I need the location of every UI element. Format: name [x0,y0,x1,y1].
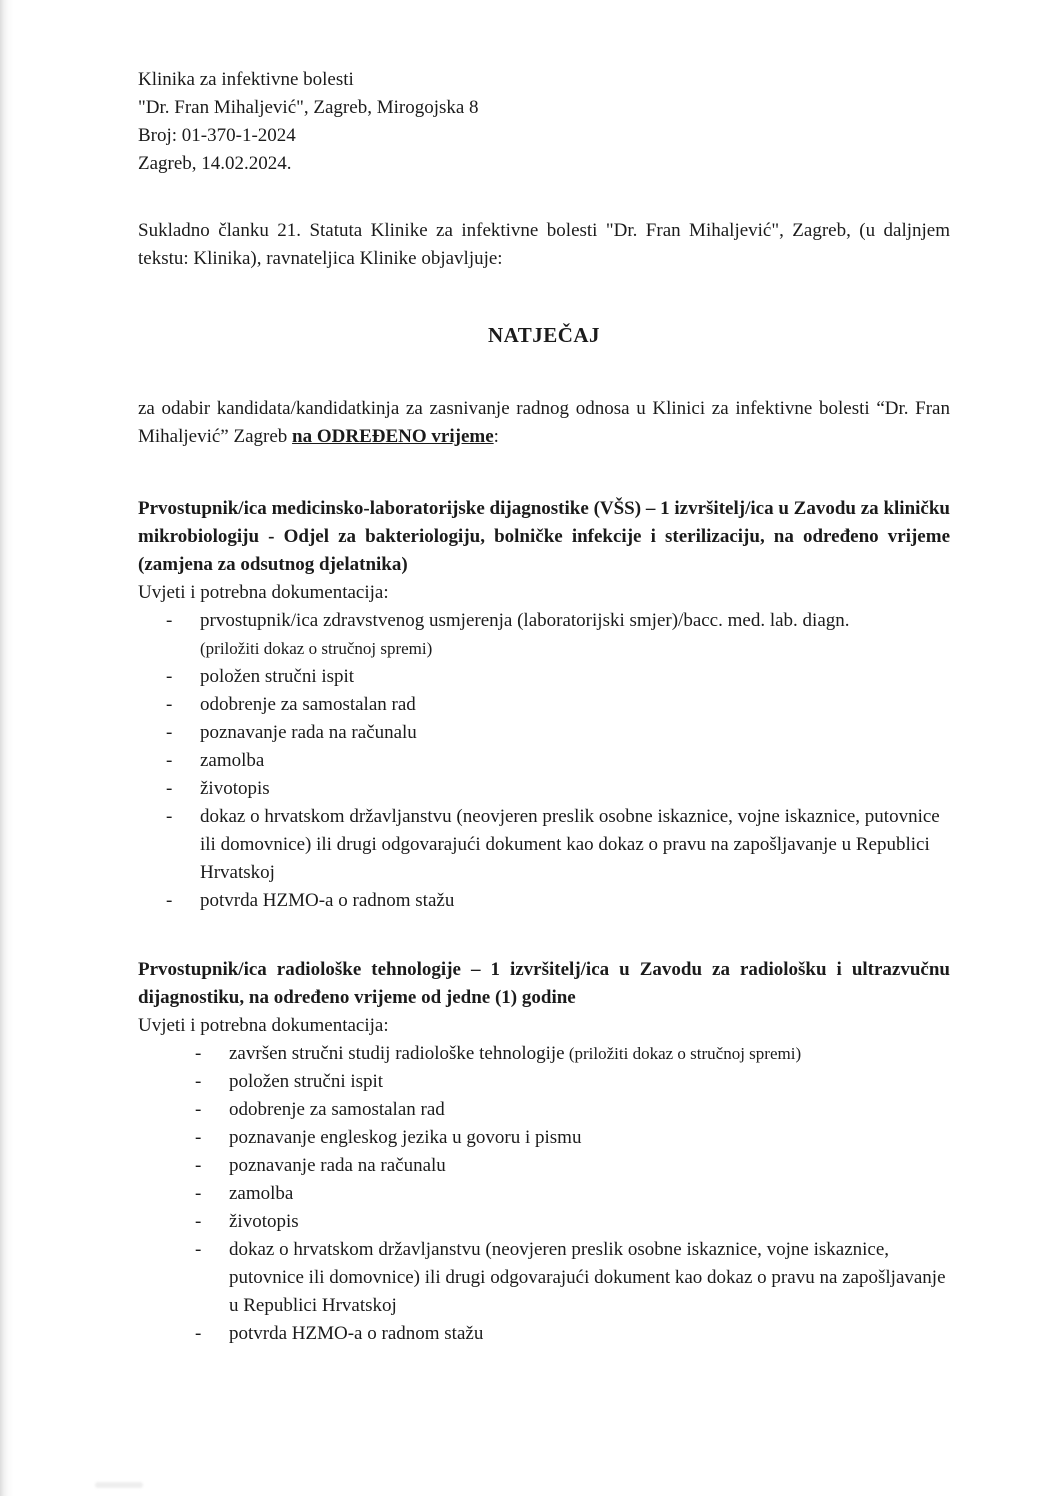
list-item-text: završen stručni studij radiološke tehnologije [229,1043,565,1064]
list-item-text: životopis [229,1211,299,1232]
list-item [166,775,950,803]
letterhead-date: Zagreb, 14.02.2024. [138,153,292,174]
list-item [195,1152,950,1180]
subject-paragraph [138,395,950,451]
list-item-text: odobrenje za samostalan rad [200,694,416,715]
list-item [195,1040,950,1068]
list-item-text: poznavanje engleskog jezika u govoru i pismu [229,1127,582,1148]
list-item-text: životopis [200,778,270,799]
dash-bullet: - [166,610,173,631]
list-item-text: položen stručni ispit [200,666,355,687]
list-item-note: (priložiti dokaz o stručnoj spremi) [200,639,433,658]
conditions-label: Uvjeti i potrebna dokumentacija: [138,1015,389,1036]
intro-paragraph: Sukladno članku 21. Statuta Klinike za infektivne bolesti "Dr. Fran Mihaljević", Zagreb, (u daljnjem tekstu: Klinika), ravnateljica Klinike objavljuje: [138,220,950,269]
list-item [166,719,950,747]
list-item [195,1180,950,1208]
requirements-list [138,1040,950,1348]
list-item [195,1068,950,1096]
document-content [138,66,950,1348]
dash-bullet: - [166,722,173,743]
letterhead-address: "Dr. Fran Mihaljević", Zagreb, Mirogojska 8 [138,97,479,118]
list-item [166,607,950,663]
dash-bullet: - [195,1071,202,1092]
dash-bullet: - [195,1127,202,1148]
dash-bullet: - [195,1323,202,1344]
dash-bullet: - [166,890,173,911]
list-item [166,887,950,915]
list-item-text: položen stručni ispit [229,1071,384,1092]
list-item [166,747,950,775]
list-item [195,1320,950,1348]
job-section-lab-diagnostics [138,495,950,915]
list-item-note: (priložiti dokaz o stručnoj spremi) [564,1044,802,1063]
dash-bullet: - [195,1043,202,1064]
dash-bullet: - [166,806,173,827]
subject-emphasis: na ODREĐENO vrijeme [292,426,494,447]
list-item-text: zamolba [200,750,265,771]
conditions-label: Uvjeti i potrebna dokumentacija: [138,582,389,603]
list-item [195,1096,950,1124]
list-item-text: dokaz o hrvatskom državljanstvu (neovjeren preslik osobne iskaznice, vojne iskaznice, putovnice ili domovnice) ili drugi odgovarajući dokument kao dokaz o pravu na zapošljavanje u Republici Hrvatskoj [229,1239,946,1316]
dash-bullet: - [166,778,173,799]
list-item [166,803,950,887]
list-item-text: potvrda HZMO-a o radnom stažu [229,1323,484,1344]
dash-bullet: - [195,1211,202,1232]
dash-bullet: - [195,1183,202,1204]
list-item [166,663,950,691]
subject-suffix: : [493,426,499,447]
list-item [195,1208,950,1236]
dash-bullet: - [195,1099,202,1120]
list-item-text: zamolba [229,1183,294,1204]
requirements-list [138,607,950,915]
letterhead [138,66,950,178]
dash-bullet: - [166,666,173,687]
list-item-text: dokaz o hrvatskom državljanstvu (neovjeren preslik osobne iskaznice, vojne iskaznice, putovnice ili domovnice) ili drugi odgovarajući dokument kao dokaz o pravu na zapošljavanje u Republici Hrvatskoj [200,806,940,883]
list-item-text: odobrenje za samostalan rad [229,1099,445,1120]
section-heading: Prvostupnik/ica radiološke tehnologije – 1 izvršitelj/ica u Zavodu za radiološku i ultrazvučnu dijagnostiku, na određeno vrijeme od jedne (1) godine [138,959,950,1008]
document-title: NATJEČAJ [487,323,601,347]
dash-bullet: - [166,750,173,771]
dash-bullet: - [166,694,173,715]
list-item [166,691,950,719]
scan-smudge-artifact [95,1482,143,1488]
job-section-radiology [138,956,950,1348]
scan-edge-artifact [0,0,14,1496]
letterhead-institution: Klinika za infektivne bolesti [138,69,354,90]
list-item-text: prvostupnik/ica zdravstvenog usmjerenja (laboratorijski smjer)/bacc. med. lab. diagn. [200,610,850,631]
list-item [195,1124,950,1152]
letterhead-reference-number: Broj: 01-370-1-2024 [138,125,296,146]
dash-bullet: - [195,1239,202,1260]
list-item [195,1236,950,1320]
list-item-text: potvrda HZMO-a o radnom stažu [200,890,455,911]
list-item-text: poznavanje rada na računalu [200,722,417,743]
dash-bullet: - [195,1155,202,1176]
subject-prefix: za odabir kandidata/kandidatkinja za zasnivanje radnog odnosa u Klinici za infektivne bolesti “Dr. Fran Mihaljević” Zagreb [138,398,950,447]
section-heading: Prvostupnik/ica medicinsko-laboratorijske dijagnostike (VŠS) – 1 izvršitelj/ica u Zavodu za kliničku mikrobiologiju - Odjel za bakteriologiju, bolničke infekcije i sterilizaciju, na određeno vrijeme (zamjena za odsutnog djelatnika) [138,498,950,575]
list-item-text: poznavanje rada na računalu [229,1155,446,1176]
